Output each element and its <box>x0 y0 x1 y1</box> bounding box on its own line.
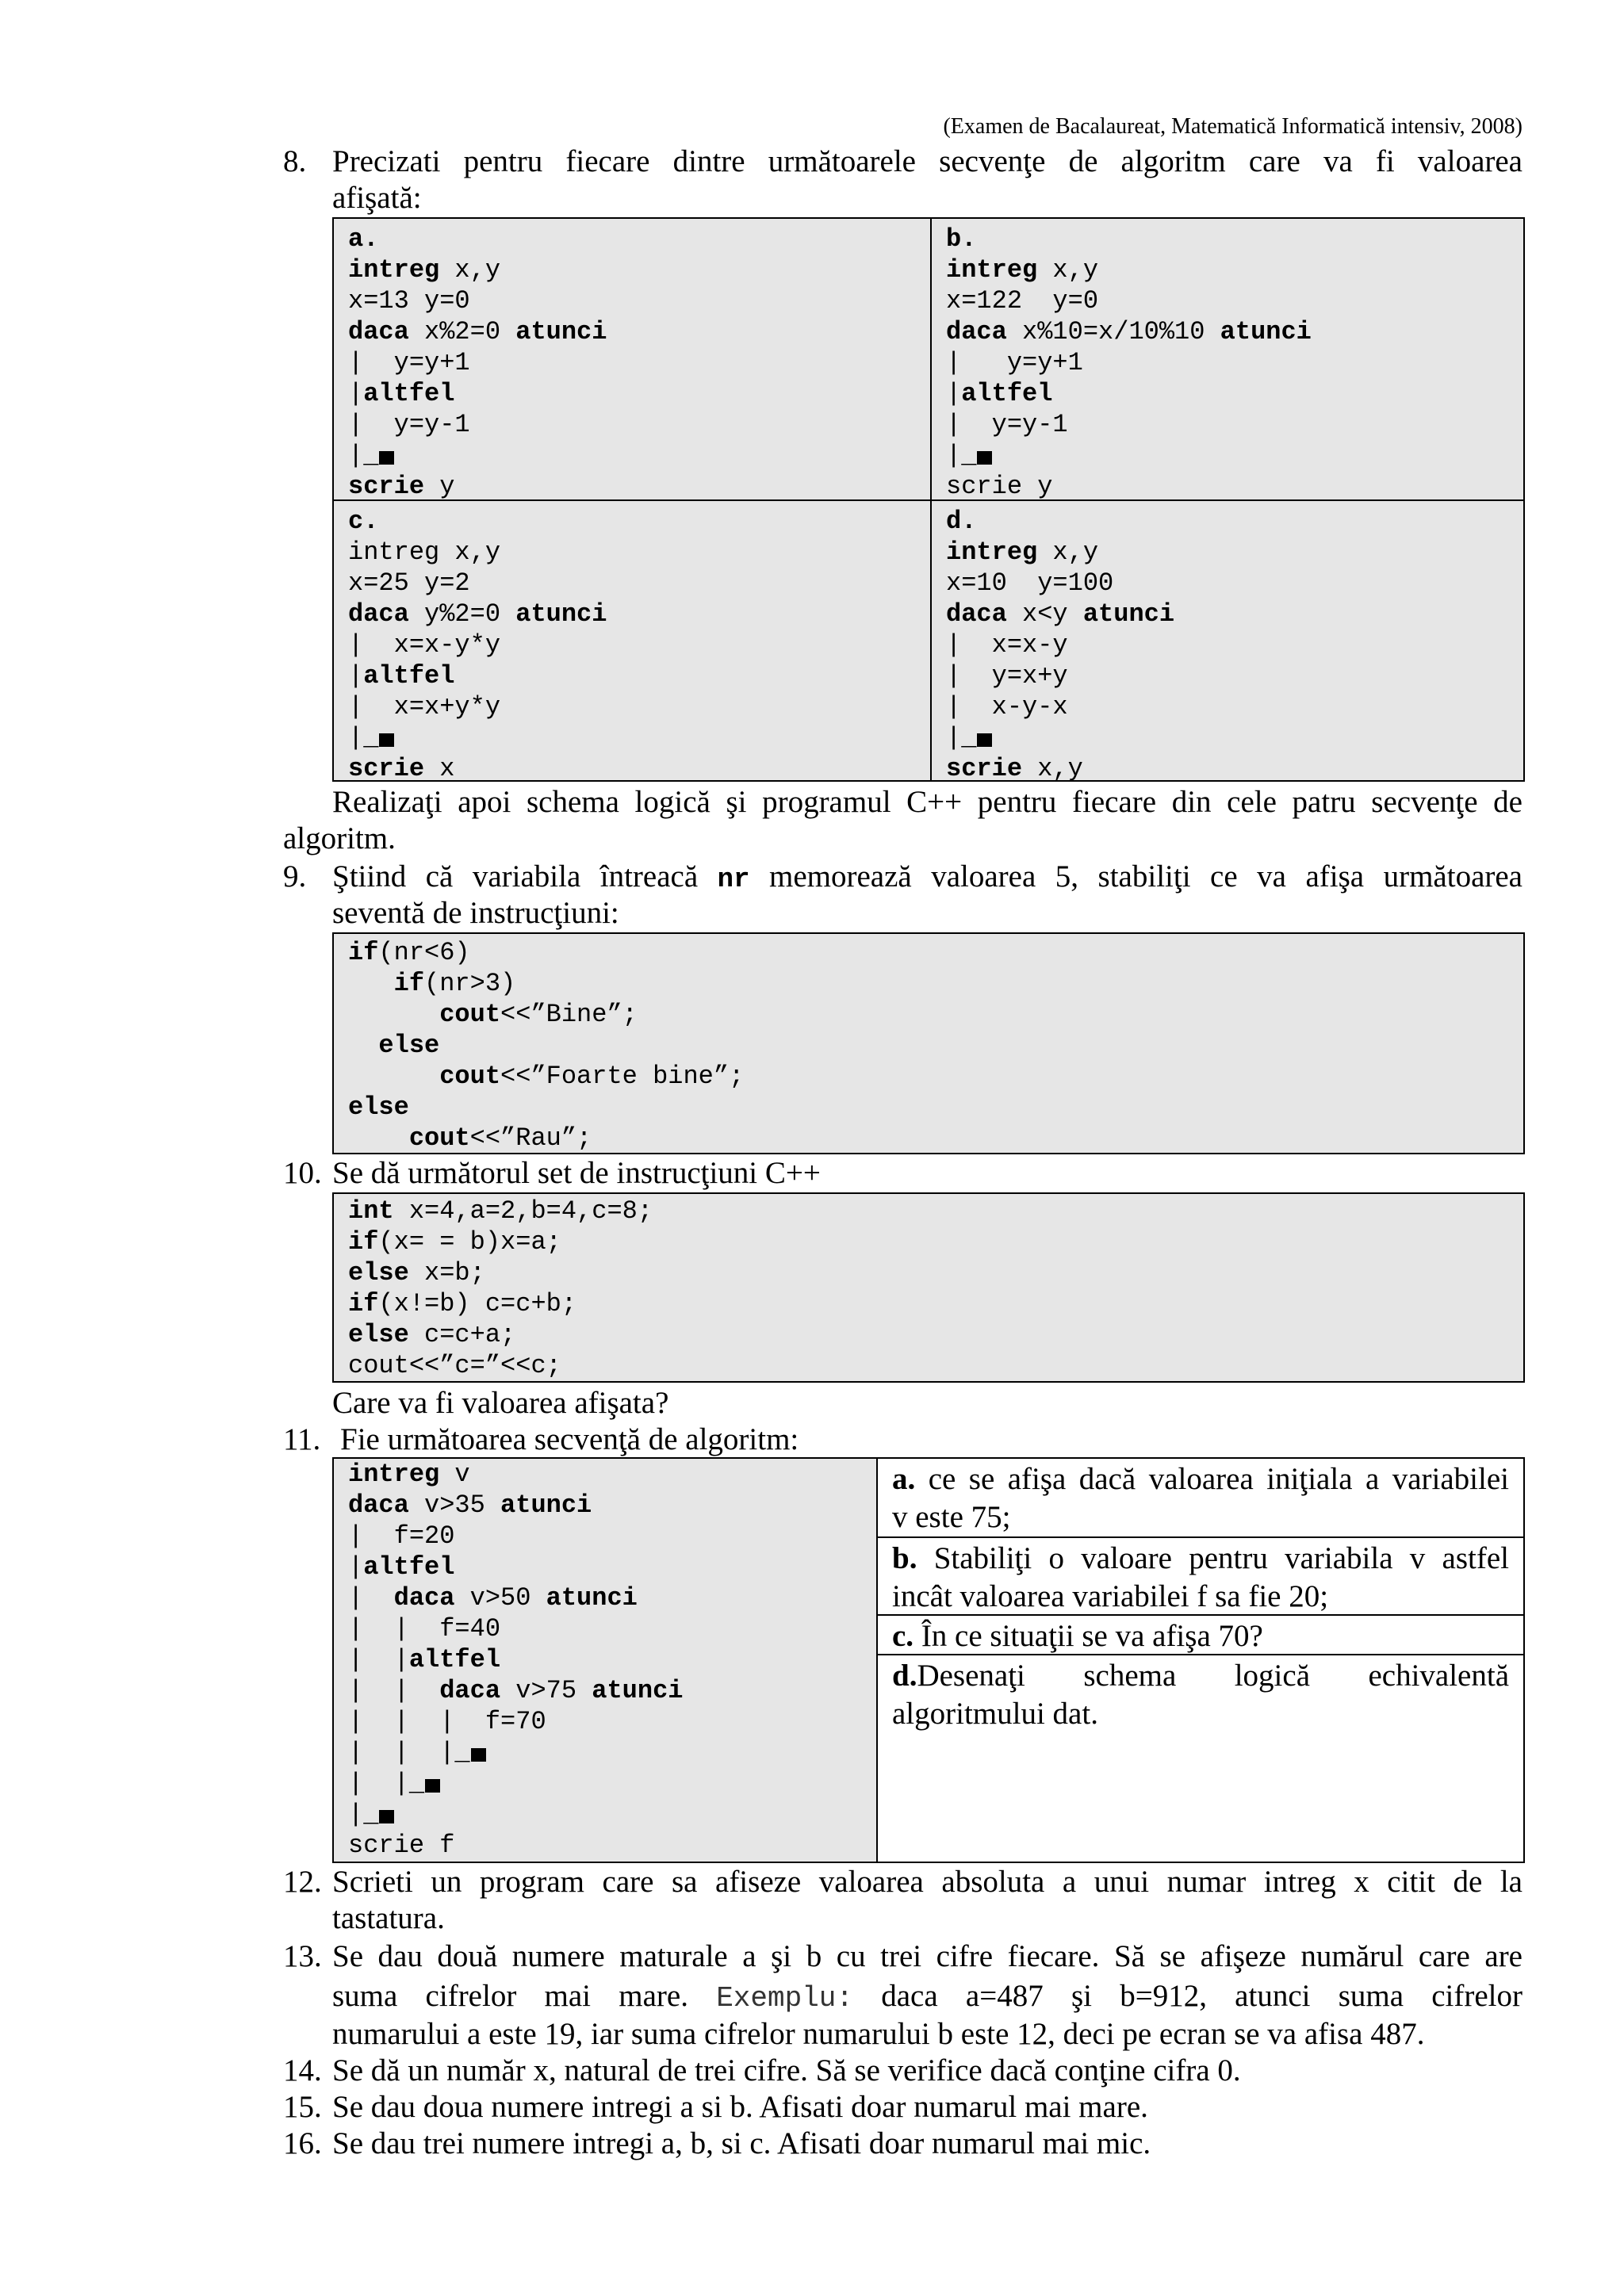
q11-code-box <box>332 1457 878 1863</box>
q10-code-box <box>332 1192 1525 1383</box>
end-block-icon <box>379 733 394 747</box>
q10-code: int x=4,a=2,b=4,c=8; if(x= = b)x=a; else x=b; if(x!=b) c=c+b; else c=c+a; cout<<”c=”<<c; <box>348 1196 653 1380</box>
q10-text: Se dă următorul set de instrucţiuni C++ <box>332 1156 821 1190</box>
q8-after-line1: Realizaţi apoi schema logică şi programul C++ pentru fiecare din cele patru secvenţe de <box>332 785 1522 819</box>
q16-text: Se dau trei numere intregi a, b, si c. Afisati doar numarul mai mic. <box>332 2126 1151 2160</box>
q13-text-line3: numarului a este 19, iar suma cifrelor numarului b este 12, deci pe ecran se va afisa 487. <box>332 2017 1425 2051</box>
q16-number: 16. <box>283 2126 322 2160</box>
q13-number: 13. <box>283 1939 322 1973</box>
q8-code-b: b. intreg x,y x=122 y=0 daca x%10=x/10%10 atunci | y=y+1 |altfel | y=y-1 |_ scrie y <box>946 224 1312 501</box>
q9-text-line2: seventă de instrucţiuni: <box>332 896 619 930</box>
q12-text-line2: tastatura. <box>332 1901 445 1935</box>
q11-item-c: c. În ce situaţii se va afişa 70? <box>876 1614 1525 1655</box>
end-block-icon <box>471 1748 486 1762</box>
q8-text-line2: afişată: <box>332 181 422 215</box>
q14-number: 14. <box>283 2053 322 2087</box>
end-block-icon <box>379 451 394 465</box>
q15-number: 15. <box>283 2090 322 2124</box>
q8-text-line1: Precizati pentru fiecare dintre următoarele secvenţe de algoritm care va fi valoarea <box>332 144 1522 178</box>
q8-code-grid <box>332 217 1525 782</box>
exam-header: (Examen de Bacalaureat, Matematică Informatică intensiv, 2008) <box>943 114 1522 139</box>
end-block-icon <box>425 1779 440 1793</box>
end-block-icon <box>977 451 992 465</box>
q9-code: if(nr<6) if(nr>3) cout<<”Bine”; else cout<<”Foarte bine”; else cout<<”Rau”; <box>348 938 745 1153</box>
q9-text-line1: Ştiind că variabila întreacă nr memorează valoarea 5, stabiliţi ce va afişa următoarea <box>332 859 1522 895</box>
q13-text-line1: Se dau două numere maturale a şi b cu trei cifre fiecare. Să se afişeze numărul care are <box>332 1939 1522 1973</box>
q11-number: 11. <box>283 1422 321 1456</box>
q10-number: 10. <box>283 1156 322 1190</box>
q8-number: 8. <box>283 144 307 178</box>
q11-item-b: b. Stabiliţi o valoare pentru variabila v astfel incât valoarea variabilei f sa fie 20; <box>876 1536 1525 1616</box>
q15-text: Se dau doua numere intregi a si b. Afisati doar numarul mai mare. <box>332 2090 1148 2124</box>
q10-question: Care va fi valoarea afişata? <box>332 1386 669 1420</box>
q9-code-box <box>332 932 1525 1154</box>
q11-item-d: d.Desenaţi schema logică echivalentă algoritmului dat. <box>876 1654 1525 1863</box>
q13-text-line2: suma cifrelor mai mare. Exemplu: daca a=487 şi b=912, atunci suma cifrelor <box>332 1979 1523 2015</box>
q9-number: 9. <box>283 859 307 894</box>
q11-code: intreg v daca v>35 atunci | f=20 |altfel | daca v>50 atunci | | f=40 | |altfel | | daca v>75 atunci | | | f=70 | | |_ | |_ |_ scrie f <box>348 1460 684 1860</box>
q8-code-c: c. intreg x,y x=25 y=2 daca y%2=0 atunci | x=x-y*y |altfel | x=x+y*y |_ scrie x <box>348 507 607 783</box>
q12-number: 12. <box>283 1865 322 1899</box>
end-block-icon <box>977 733 992 747</box>
q8-code-a: a. intreg x,y x=13 y=0 daca x%2=0 atunci | y=y+1 |altfel | y=y-1 |_ scrie y <box>348 224 607 501</box>
q8-after-line2: algoritm. <box>283 821 396 855</box>
q14-text: Se dă un număr x, natural de trei cifre. Să se verifice dacă conţine cifra 0. <box>332 2053 1241 2087</box>
q11-item-a: a. ce se afişa dacă valoarea iniţiala a variabilei v este 75; <box>876 1457 1525 1538</box>
end-block-icon <box>379 1810 394 1823</box>
q12-text-line1: Scrieti un program care sa afiseze valoarea absoluta a unui numar intreg x citit de la <box>332 1865 1522 1899</box>
q11-text: Fie următoarea secvenţă de algoritm: <box>340 1422 799 1456</box>
q8-code-d: d. intreg x,y x=10 y=100 daca x<y atunci | x=x-y | y=x+y | x-y-x |_ scrie x,y <box>946 507 1175 783</box>
